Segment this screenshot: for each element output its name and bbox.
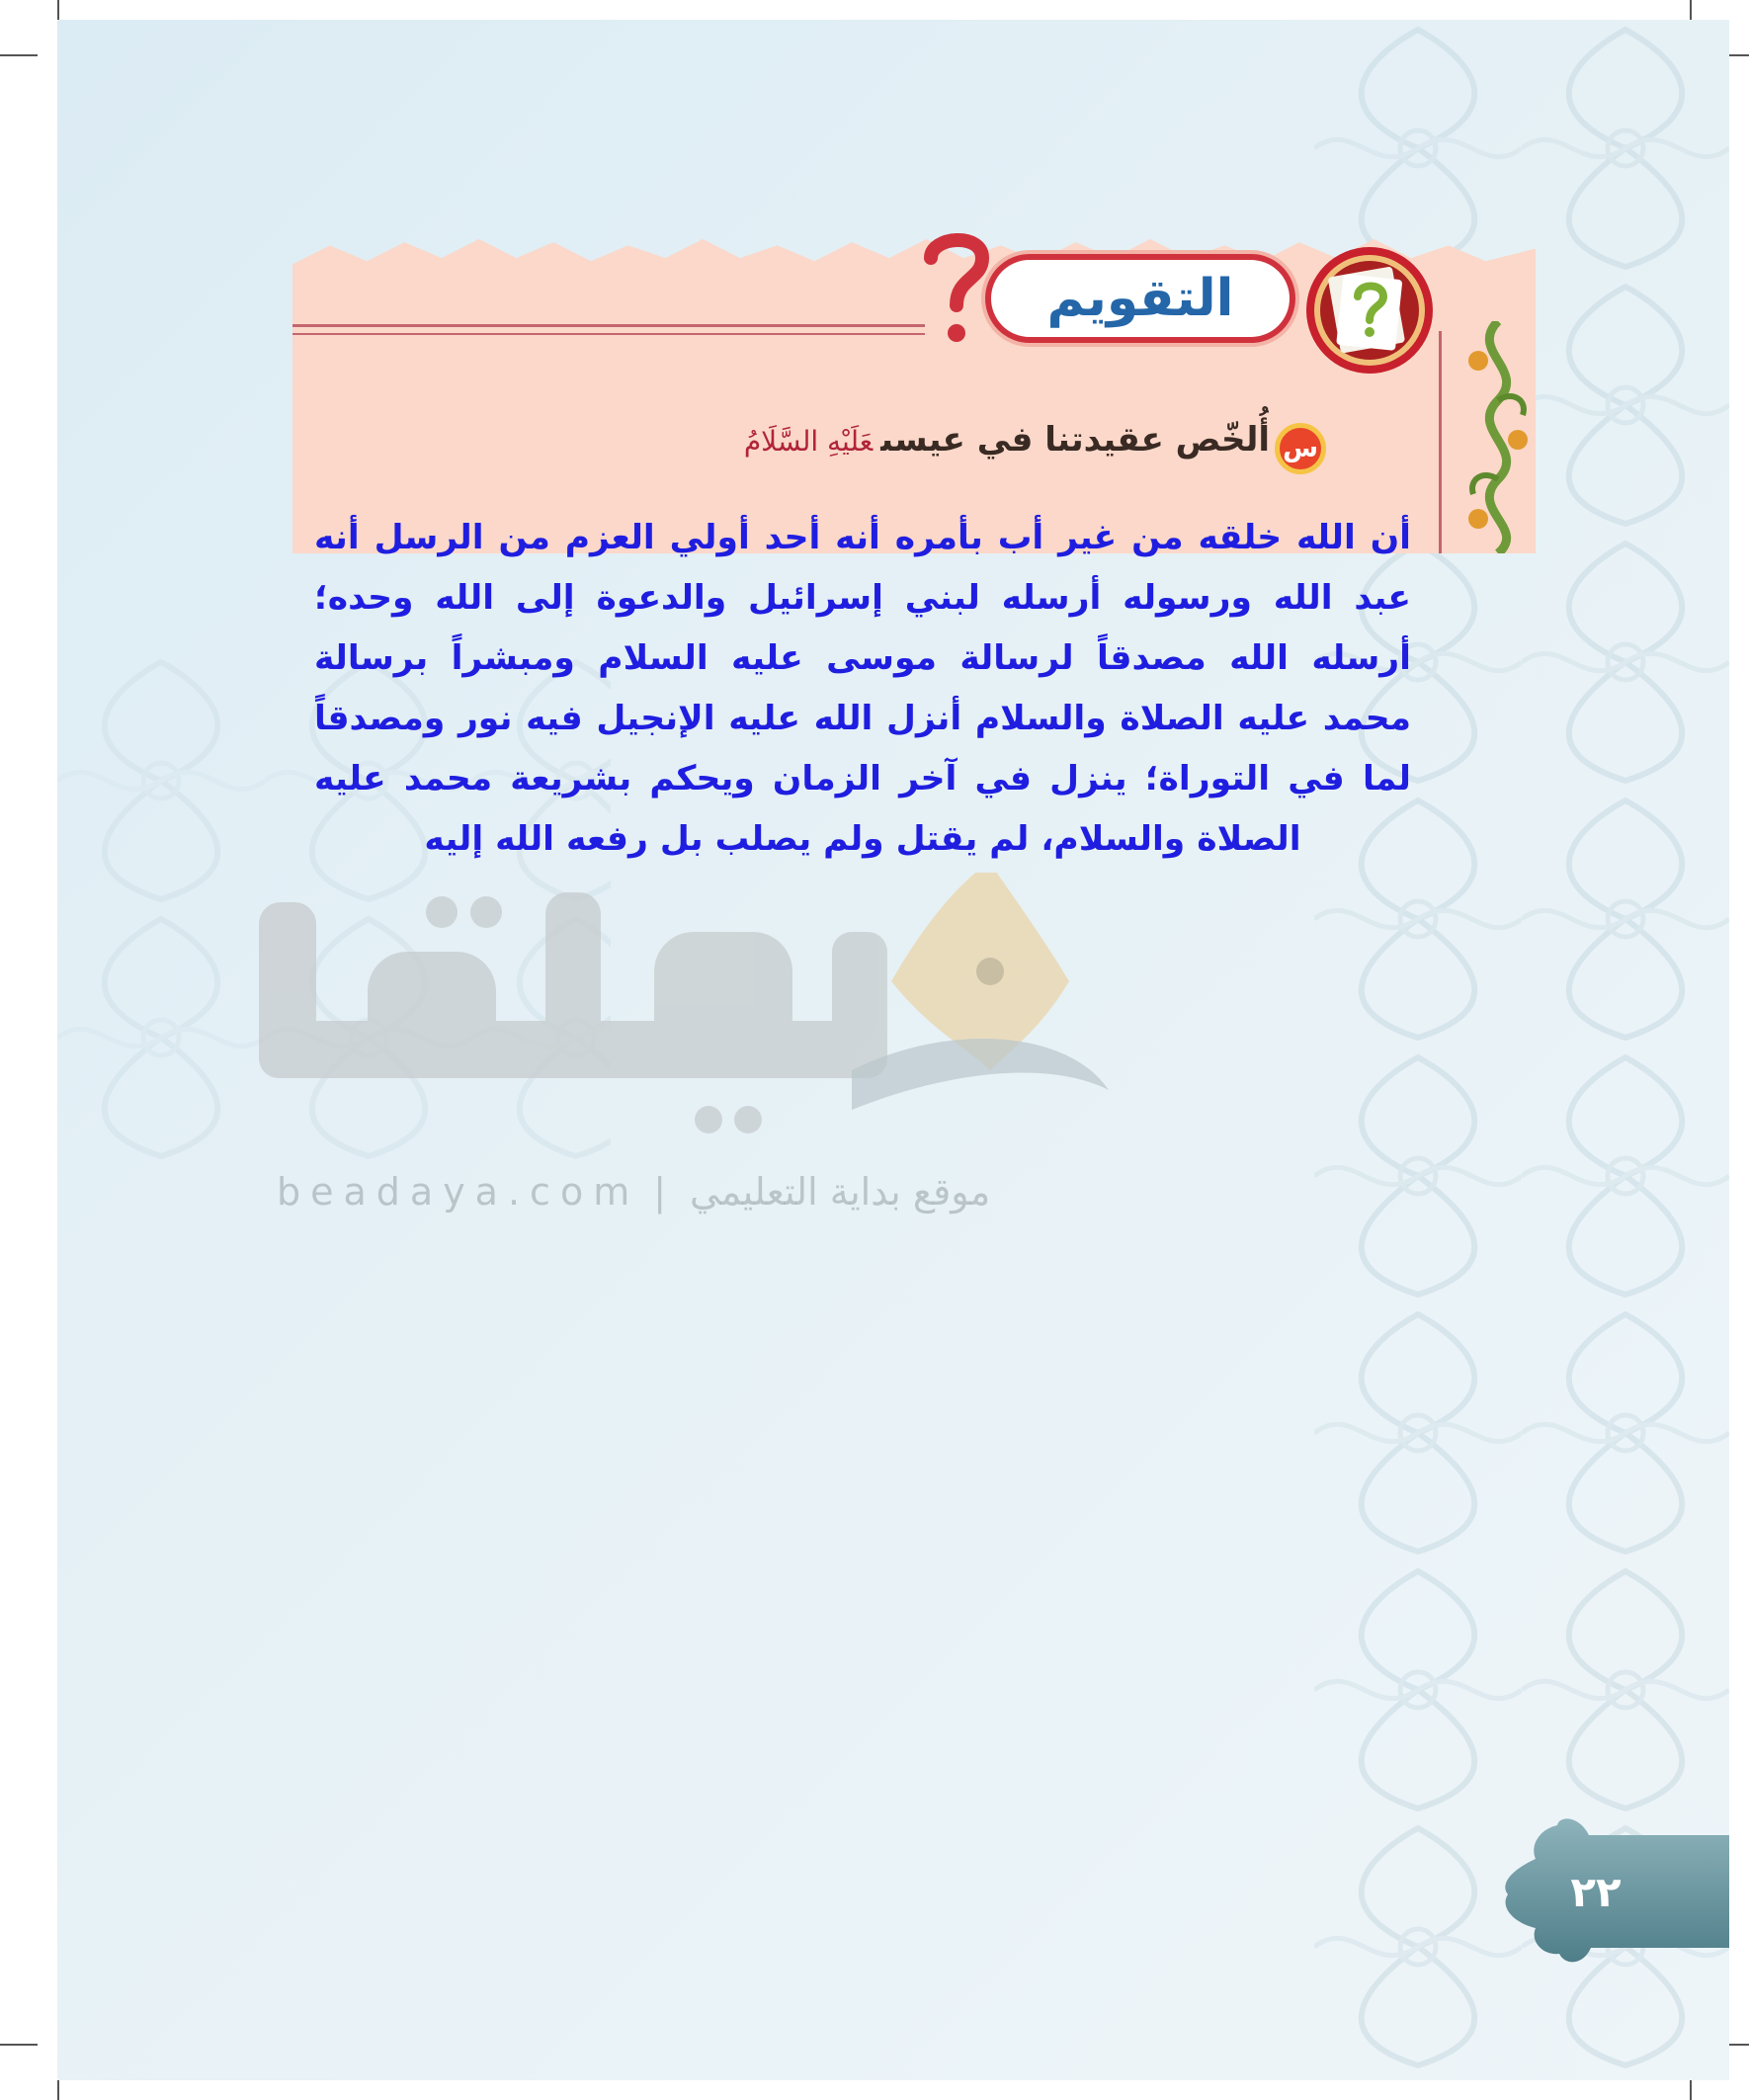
question-marker-badge [1275,423,1326,474]
title-rule [292,324,925,327]
question-paper-icon [1300,241,1439,379]
title-rule [292,333,925,335]
watermark-separator: | [653,1170,677,1214]
question-mark-icon [919,228,994,351]
crop-mark [0,2044,38,2046]
watermark-tagline: موقع بداية التعليمي [690,1170,991,1214]
page-number: ٢٢ [1570,1868,1622,1916]
crop-mark [0,54,38,56]
beadaya-logo-watermark [259,873,1109,1139]
question-marker: س [1283,434,1318,463]
watermark-site [277,1170,990,1214]
watermark-url: beadaya.com [277,1170,640,1214]
question-text [744,420,1270,460]
answer-text: أن الله خلقه من غير أب بأمره أنه أحد أولي العزم من الرسل أنه عبد الله ورسوله أرسله لبني إسرائيل والدعوة إلى الله وحده؛ أرسله الله مصدقاً لرسالة موسى عليه السلام ومبشراً برسالة محمد عليه الصلاة والسلام أنزل الله عليه الإنجيل فيه نور ومصدقاً لما في التوراة؛ ينزل في آخر الزمان ويحكم بشريعة محمد عليه الصلاة والسلام، لم يقتل ولم يصلب بل رفعه الله إليه [314,518,1411,859]
evaluation-title [985,254,1295,343]
vine-ornament-icon [1439,321,1538,553]
honorific: عَلَيْهِ السَّلَامُ [743,425,874,458]
section-title: التقويم [1046,269,1234,328]
question-prompt: أُلخّص عقيدتنا في عيسى [880,420,1270,460]
